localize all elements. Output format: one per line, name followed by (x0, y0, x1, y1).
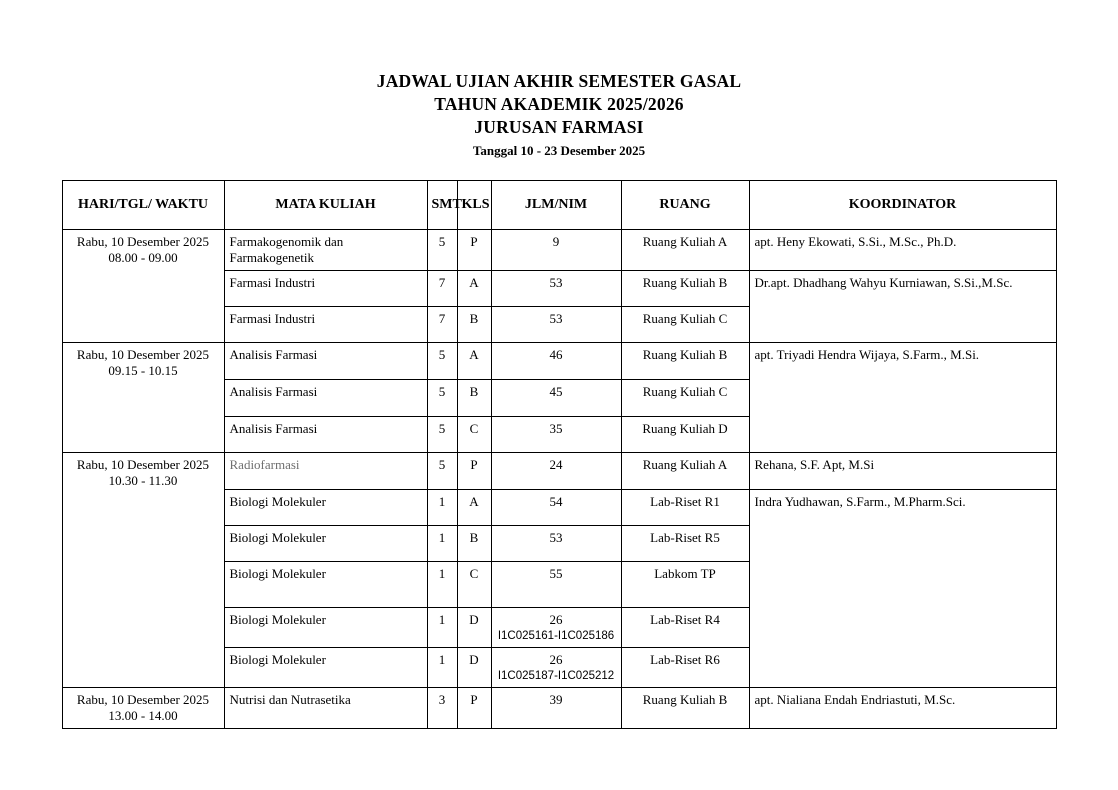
cell-semester: 1 (427, 648, 457, 688)
cell-course: Nutrisi dan Nutrasetika (224, 688, 427, 729)
cell-course: Biologi Molekuler (224, 608, 427, 648)
student-count: 39 (549, 692, 563, 707)
cell-day-time (62, 230, 224, 343)
cell-room: Lab-Riset R1 (621, 490, 749, 526)
cell-course: Farmasi Industri (224, 307, 427, 343)
cell-coordinator: apt. Triyadi Hendra Wijaya, S.Farm., M.Si. (749, 343, 1056, 453)
cell-semester: 7 (427, 307, 457, 343)
cell-semester: 1 (427, 608, 457, 648)
cell-count-nim (491, 688, 621, 729)
cell-semester: 1 (427, 526, 457, 562)
cell-course: Analisis Farmasi (224, 380, 427, 417)
cell-course: Biologi Molekuler (224, 526, 427, 562)
cell-course: Biologi Molekuler (224, 648, 427, 688)
cell-class: A (457, 343, 491, 380)
student-count: 26 (549, 652, 563, 667)
cell-class: D (457, 608, 491, 648)
cell-semester: 5 (427, 380, 457, 417)
cell-course: Analisis Farmasi (224, 417, 427, 453)
cell-room: Ruang Kuliah B (621, 343, 749, 380)
cell-course: Biologi Molekuler (224, 562, 427, 608)
student-count: 24 (549, 457, 563, 472)
cell-coordinator: Dr.apt. Dhadhang Wahyu Kurniawan, S.Si.,M.Sc. (749, 271, 1056, 343)
student-count: 53 (549, 275, 563, 290)
cell-day-time (62, 688, 224, 729)
cell-semester: 5 (427, 453, 457, 490)
cell-count-nim (491, 230, 621, 271)
cell-coordinator: apt. Heny Ekowati, S.Si., M.Sc., Ph.D. (749, 230, 1056, 271)
cell-room: Lab-Riset R4 (621, 608, 749, 648)
student-count: 9 (552, 234, 560, 249)
cell-class: D (457, 648, 491, 688)
title-line-3: JURUSAN FARMASI (474, 117, 644, 137)
cell-semester: 7 (427, 271, 457, 307)
column-header-kls: KLS (457, 181, 491, 230)
cell-count-nim (491, 343, 621, 380)
table-row (62, 688, 1056, 729)
column-header-coordinator: KOORDINATOR (749, 181, 1056, 230)
table-body (62, 230, 1056, 729)
table-row (62, 343, 1056, 380)
table-header-row (62, 181, 1056, 230)
column-header-smt: SMT (427, 181, 457, 230)
cell-semester: 3 (427, 688, 457, 729)
cell-count-nim (491, 380, 621, 417)
day-time: 09.15 - 10.15 (108, 363, 178, 378)
day-date: Rabu, 10 Desember 2025 (76, 347, 210, 362)
cell-class: C (457, 417, 491, 453)
cell-class: P (457, 688, 491, 729)
day-time: 08.00 - 09.00 (108, 250, 178, 265)
cell-coordinator: apt. Nialiana Endah Endriastuti, M.Sc. (749, 688, 1056, 729)
student-count: 55 (549, 566, 563, 581)
cell-course: Farmakogenomik dan Farmakogenetik (224, 230, 427, 271)
cell-semester: 5 (427, 230, 457, 271)
column-header-day: HARI/TGL/ WAKTU (62, 181, 224, 230)
cell-room: Labkom TP (621, 562, 749, 608)
student-count: 35 (549, 421, 563, 436)
student-count: 53 (549, 311, 563, 326)
cell-semester: 1 (427, 490, 457, 526)
column-header-jlm: JLM/NIM (491, 181, 621, 230)
cell-room: Ruang Kuliah A (621, 453, 749, 490)
cell-room: Ruang Kuliah B (621, 688, 749, 729)
title-line-2: TAHUN AKADEMIK 2025/2026 (434, 94, 684, 114)
student-count: 54 (549, 494, 563, 509)
student-count: 45 (549, 384, 563, 399)
day-time: 13.00 - 14.00 (108, 708, 178, 723)
cell-count-nim (491, 526, 621, 562)
cell-day-time (62, 453, 224, 688)
exam-schedule-table (62, 180, 1057, 729)
cell-count-nim (491, 271, 621, 307)
cell-class: B (457, 526, 491, 562)
cell-room: Lab-Riset R6 (621, 648, 749, 688)
cell-day-time (62, 343, 224, 453)
cell-semester: 1 (427, 562, 457, 608)
cell-room: Ruang Kuliah B (621, 271, 749, 307)
day-date: Rabu, 10 Desember 2025 (76, 692, 210, 707)
cell-count-nim (491, 648, 621, 688)
cell-count-nim (491, 307, 621, 343)
cell-course: Biologi Molekuler (224, 490, 427, 526)
cell-course: Farmasi Industri (224, 271, 427, 307)
cell-course: Radiofarmasi (224, 453, 427, 490)
cell-room: Ruang Kuliah A (621, 230, 749, 271)
cell-room: Ruang Kuliah C (621, 380, 749, 417)
cell-count-nim (491, 453, 621, 490)
cell-course: Analisis Farmasi (224, 343, 427, 380)
nim-range: I1C025161-I1C025186 (497, 630, 615, 642)
cell-semester: 5 (427, 417, 457, 453)
cell-count-nim (491, 417, 621, 453)
student-count: 26 (549, 612, 563, 627)
title-date-range: Tanggal 10 - 23 Desember 2025 (472, 143, 646, 158)
cell-semester: 5 (427, 343, 457, 380)
cell-count-nim (491, 490, 621, 526)
cell-class: C (457, 562, 491, 608)
cell-count-nim (491, 562, 621, 608)
title-line-1: JADWAL UJIAN AKHIR SEMESTER GASAL (376, 71, 742, 91)
cell-class: B (457, 307, 491, 343)
nim-range: I1C025187-I1C025212 (497, 670, 615, 682)
day-date: Rabu, 10 Desember 2025 (76, 457, 210, 472)
cell-class: B (457, 380, 491, 417)
cell-count-nim (491, 608, 621, 648)
cell-room: Ruang Kuliah D (621, 417, 749, 453)
cell-coordinator: Rehana, S.F. Apt, M.Si (749, 453, 1056, 490)
column-header-course: MATA KULIAH (224, 181, 427, 230)
cell-class: P (457, 230, 491, 271)
cell-coordinator: Indra Yudhawan, S.Farm., M.Pharm.Sci. (749, 490, 1056, 688)
cell-class: P (457, 453, 491, 490)
table-row (62, 453, 1056, 490)
day-date: Rabu, 10 Desember 2025 (76, 234, 210, 249)
day-time: 10.30 - 11.30 (108, 473, 178, 488)
column-header-room: RUANG (621, 181, 749, 230)
student-count: 53 (549, 530, 563, 545)
cell-class: A (457, 271, 491, 307)
document-header (0, 0, 1118, 162)
cell-room: Ruang Kuliah C (621, 307, 749, 343)
cell-class: A (457, 490, 491, 526)
cell-room: Lab-Riset R5 (621, 526, 749, 562)
student-count: 46 (549, 347, 563, 362)
table-row (62, 230, 1056, 271)
